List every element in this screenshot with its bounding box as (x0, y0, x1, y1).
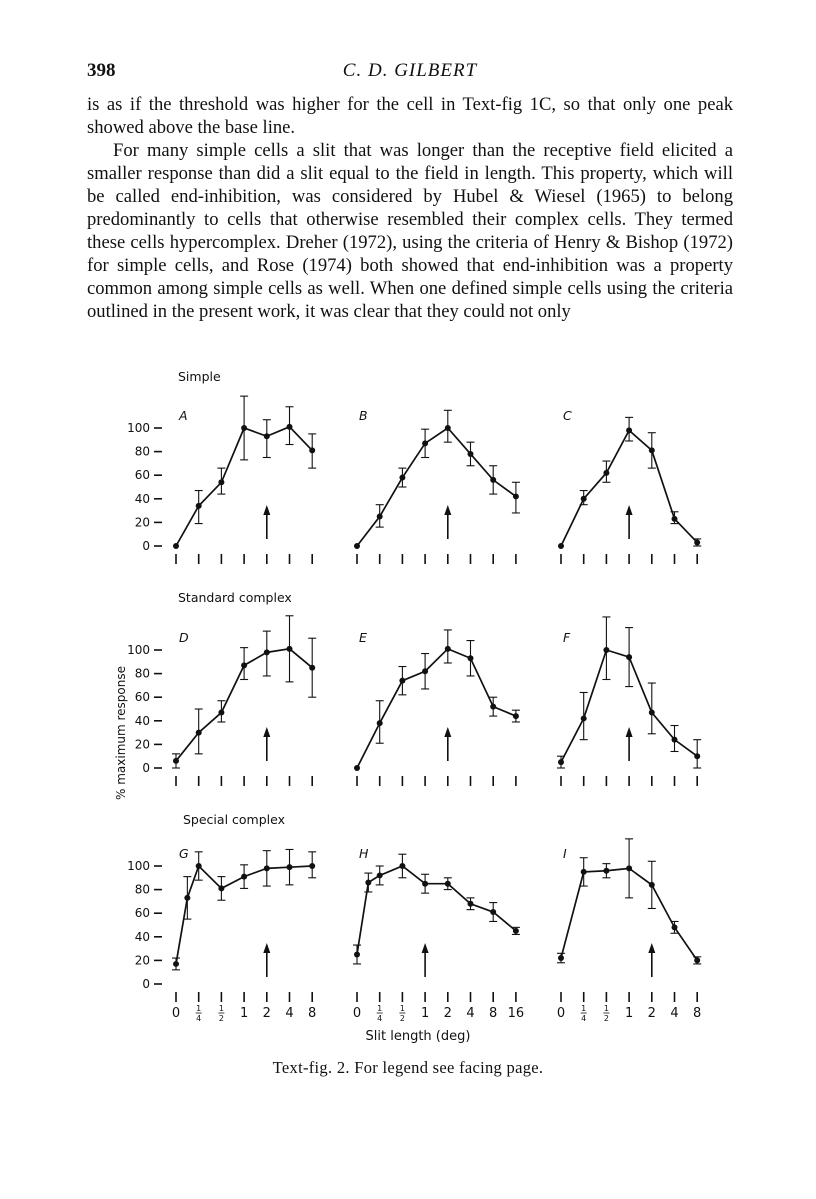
x-tick-label-den: 4 (581, 1014, 587, 1023)
data-point (377, 720, 383, 726)
y-tick-label: 0 (142, 539, 150, 553)
data-point (672, 516, 678, 522)
data-point (287, 864, 293, 870)
data-point (184, 895, 190, 901)
y-tick-label: 20 (134, 737, 150, 752)
x-tick-label-den: 4 (196, 1014, 202, 1023)
x-tick-label-den: 2 (399, 1014, 405, 1023)
panel-I (557, 839, 701, 1023)
data-point (445, 646, 451, 652)
y-tick-label: 40 (134, 929, 150, 944)
x-tick-label: 0 (556, 1006, 566, 1021)
y-tick-label: 100 (127, 643, 150, 657)
body-text (87, 93, 733, 323)
data-point (468, 901, 474, 907)
panel-label: B (359, 408, 368, 423)
data-point (513, 713, 519, 719)
x-tick-label: 16 (507, 1006, 525, 1021)
y-tick-label: 40 (134, 491, 150, 506)
x-tick-label: 2 (262, 1006, 271, 1021)
data-point (377, 514, 383, 520)
data-point (365, 880, 371, 886)
y-tick-label: 60 (134, 690, 150, 705)
x-tick-label: 4 (466, 1006, 475, 1021)
panel-label: C (563, 408, 572, 423)
panel-G (172, 846, 316, 1023)
data-point (377, 872, 383, 878)
data-point (173, 758, 179, 764)
figure-caption: Text-fig. 2. For legend see facing page. (272, 1058, 544, 1077)
y-tick-label: 60 (134, 468, 150, 483)
panel-label: G (179, 846, 189, 861)
row-title: Special complex (183, 812, 285, 827)
data-point (354, 765, 360, 771)
y-tick-label: 100 (127, 421, 150, 435)
data-point (694, 957, 700, 963)
paragraph: is as if the threshold was higher for the cell in Text-fig 1C, so that only one peak showed above the base line. (87, 94, 733, 138)
x-tick-label: 0 (171, 1006, 181, 1021)
data-point (468, 655, 474, 661)
data-point (694, 539, 700, 545)
data-point (422, 668, 428, 674)
x-tick-label: 8 (308, 1006, 317, 1021)
data-point (513, 928, 519, 934)
panel-A (173, 396, 316, 564)
data-point (173, 543, 179, 549)
panel-D (172, 616, 316, 786)
x-tick-label-num: 1 (196, 1004, 202, 1013)
data-point (264, 865, 270, 871)
data-point (264, 433, 270, 439)
arrow-head (626, 505, 633, 515)
data-point (354, 543, 360, 549)
data-point (649, 710, 655, 716)
x-tick-label: 1 (624, 1006, 634, 1021)
x-tick-label-num: 1 (218, 1004, 224, 1013)
data-point (399, 475, 405, 481)
data-point (490, 704, 496, 710)
paragraph: For many simple cells a slit that was longer than the receptive field elicited a smaller response than did a slit equal to the field in length. This property, which will be called end-inhibition, was considered by Hubel & Wiesel (1965) to belong predominantly to cells that otherwise resembled their complex cells. They termed these cells hypercomplex. Dreher (1972), using the criteria of Henry & Bishop (1972) for simple cells, and Rose (1974) both showed that end-inhibition was a property common among simple cells as well. When one defined simple cells using the criteria outlined in the present work, it was clear that they could not only (87, 140, 733, 322)
data-point (649, 447, 655, 453)
x-tick-label-den: 4 (377, 1014, 383, 1023)
x-tick-label-den: 2 (603, 1014, 609, 1023)
arrow-head (626, 727, 633, 737)
data-point (581, 869, 587, 875)
x-tick-label: 8 (489, 1006, 498, 1021)
x-tick-label: 2 (443, 1006, 452, 1021)
x-tick-label: 0 (352, 1006, 362, 1021)
data-point (241, 662, 247, 668)
arrow-head (444, 505, 451, 515)
data-point (287, 424, 293, 430)
data-point (354, 952, 360, 958)
panel-H (353, 846, 524, 1023)
panel-F (557, 617, 701, 786)
data-point (241, 425, 247, 431)
arrow-head (263, 727, 270, 737)
x-tick-label-num: 1 (377, 1004, 383, 1013)
data-point (694, 753, 700, 759)
y-tick-label: 20 (134, 953, 150, 968)
arrow-head (422, 943, 429, 953)
data-point (218, 479, 224, 485)
data-point (309, 665, 315, 671)
data-point (309, 863, 315, 869)
data-point (603, 868, 609, 874)
data-point (218, 885, 224, 891)
data-point (558, 759, 564, 765)
data-point (581, 715, 587, 721)
x-tick-label: 1 (420, 1006, 430, 1021)
page-header (87, 60, 733, 90)
data-point (399, 863, 405, 869)
y-tick-label: 80 (134, 882, 150, 897)
data-point (626, 427, 632, 433)
data-point (513, 493, 519, 499)
data-point (558, 543, 564, 549)
y-tick-label: 40 (134, 713, 150, 728)
x-tick-label-num: 1 (399, 1004, 405, 1013)
running-head: C. D. GILBERT (342, 60, 478, 81)
panel-B (354, 408, 520, 564)
y-tick-label: 20 (134, 515, 150, 530)
data-point (672, 924, 678, 930)
panel-label: F (563, 630, 571, 645)
data-point (287, 646, 293, 652)
data-point (264, 649, 270, 655)
data-point (445, 881, 451, 887)
panel-label: I (563, 846, 567, 861)
data-point (490, 909, 496, 915)
x-tick-label: 8 (693, 1006, 702, 1021)
data-point (490, 477, 496, 483)
panel-label: A (179, 408, 188, 423)
arrow-head (263, 943, 270, 953)
y-tick-label: 80 (134, 444, 150, 459)
data-point (196, 730, 202, 736)
data-point (672, 737, 678, 743)
data-point (218, 710, 224, 716)
x-tick-label: 4 (670, 1006, 679, 1021)
arrow-head (444, 727, 451, 737)
page-number: 398 (87, 60, 116, 81)
data-point (558, 955, 564, 961)
panel-label: E (359, 630, 367, 645)
y-tick-label: 100 (127, 859, 150, 873)
panel-label: H (359, 846, 369, 861)
data-point (649, 882, 655, 888)
x-tick-label: 2 (647, 1006, 656, 1021)
data-point (196, 863, 202, 869)
data-point (196, 503, 202, 509)
row-title: Standard complex (178, 590, 292, 605)
data-point (626, 865, 632, 871)
y-tick-label: 0 (142, 761, 150, 775)
panel-label: D (179, 630, 189, 645)
data-point (445, 425, 451, 431)
row-title: Simple (178, 369, 221, 384)
x-tick-label-num: 1 (581, 1004, 587, 1013)
x-tick-label-num: 1 (603, 1004, 609, 1013)
data-point (468, 451, 474, 457)
data-point (603, 647, 609, 653)
text-figure-2 (0, 360, 816, 1050)
data-point (173, 961, 179, 967)
data-point (309, 447, 315, 453)
panel-C (558, 408, 701, 564)
x-axis-label: Slit length (deg) (365, 1029, 471, 1044)
data-point (399, 678, 405, 684)
x-tick-label-den: 2 (218, 1014, 224, 1023)
y-tick-label: 0 (142, 977, 150, 991)
y-tick-label: 60 (134, 906, 150, 921)
x-tick-label: 4 (285, 1006, 294, 1021)
data-point (422, 881, 428, 887)
y-tick-label: 80 (134, 666, 150, 681)
y-axis-label: % maximum response (114, 666, 128, 800)
data-point (422, 440, 428, 446)
data-point (581, 496, 587, 502)
data-point (603, 470, 609, 476)
arrow-head (648, 943, 655, 953)
data-point (626, 654, 632, 660)
arrow-head (263, 505, 270, 515)
panel-E (354, 630, 520, 786)
series-line (357, 428, 516, 546)
data-point (241, 874, 247, 880)
x-tick-label: 1 (239, 1006, 249, 1021)
